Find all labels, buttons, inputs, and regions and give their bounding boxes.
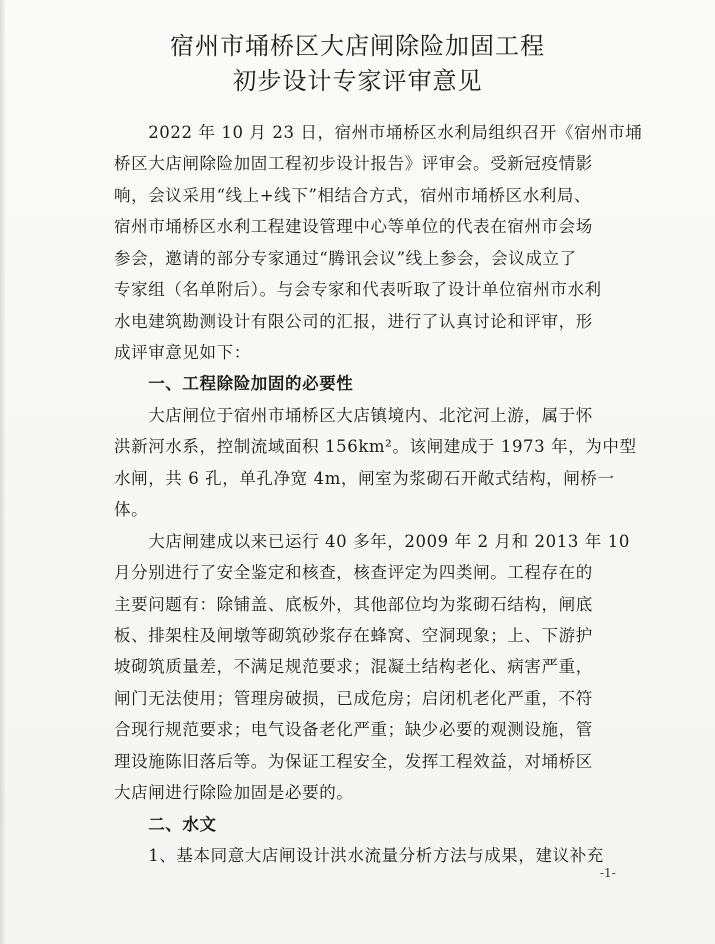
body-line: 专家组（名单附后）。与会专家和代表听取了设计单位宿州市水利 (114, 280, 602, 299)
body-line: 参会，邀请的部分专家通过“腾讯会议”线上参会，会议成立了 (114, 249, 577, 268)
body-line: 板、排架柱及闸墩等砌筑砂浆存在蜂窝、空洞现象；上、下游护 (114, 626, 593, 645)
body-line: 大店闸建成以来已运行 40 多年，2009 年 2 月和 2013 年 10 (114, 532, 630, 551)
body-line: 月分别进行了安全鉴定和核查，核查评定为四类闸。工程存在的 (114, 563, 593, 582)
body-line: 大店闸位于宿州市埇桥区大店镇境内、北沱河上游，属于怀 (114, 406, 593, 425)
body-line: 闸门无法使用；管理房破损，已成危房；启闭机老化严重，不符 (114, 689, 593, 708)
body-line: 体。 (114, 500, 149, 519)
body-line: 主要问题有：除铺盖、底板外，其他部位均为浆砌石结构，闸底 (114, 595, 593, 614)
body-line: 响，会议采用“线上+线下”相结合方式，宿州市埇桥区水利局、 (114, 186, 592, 205)
body-line: 大店闸进行除险加固是必要的。 (114, 783, 354, 802)
body-line: 桥区大店闸除险加固工程初步设计报告》评审会。受新冠疫情影 (114, 154, 593, 173)
body-line: 坡砌筑质量差，不满足规范要求；混凝土结构老化、病害严重， (114, 657, 593, 676)
scan-edge-shadow (0, 0, 6, 944)
body-line: 理设施陈旧落后等。为保证工程安全，发挥工程效益，对埇桥区 (114, 752, 593, 771)
body-line: 水电建筑勘测设计有限公司的汇报，进行了认真讨论和评审，形 (114, 312, 593, 331)
page-number: -1- (600, 866, 616, 880)
section-heading-hydrology: 二、水文 (114, 815, 217, 834)
body-line: 合现行规范要求；电气设备老化严重；缺少必要的观测设施，管 (114, 720, 593, 739)
document-title-line-1: 宿州市埇桥区大店闸除险加固工程 (170, 32, 545, 60)
body-line: 洪新河水系，控制流域面积 156km²。该闸建成于 1973 年，为中型 (114, 437, 637, 456)
section-heading-necessity: 一、工程除险加固的必要性 (114, 374, 354, 393)
body-line: 水闸，共 6 孔，单孔净宽 4m，闸室为浆砌石开敞式结构，闸桥一 (114, 469, 615, 488)
body-line: 2022 年 10 月 23 日，宿州市埇桥区水利局组织召开《宿州市埇 (114, 123, 643, 142)
body-line: 1、基本同意大店闸设计洪水流量分析方法与成果，建议补充 (114, 846, 604, 865)
document-title-line-2: 初步设计专家评审意见 (232, 67, 483, 95)
body-line: 宿州市埇桥区水利工程建设管理中心等单位的代表在宿州市会场 (114, 217, 593, 236)
body-line: 成评审意见如下： (114, 343, 251, 362)
